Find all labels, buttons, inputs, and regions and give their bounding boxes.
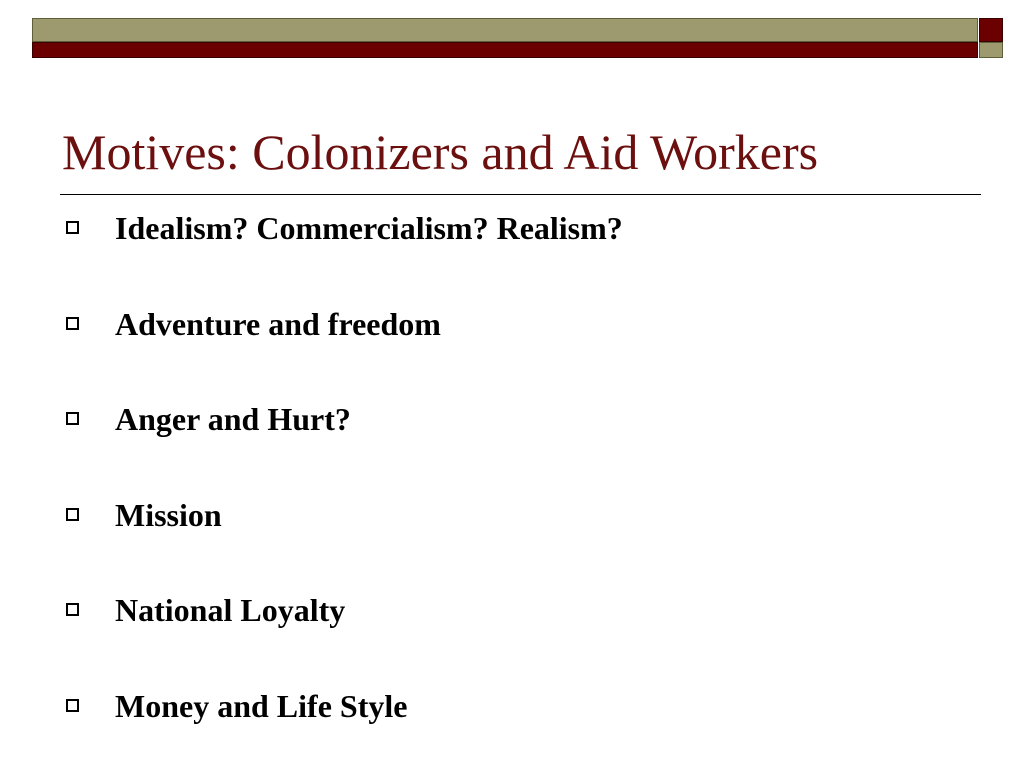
hollow-square-bullet-icon bbox=[66, 221, 79, 234]
bullet-text: Adventure and freedom bbox=[115, 305, 441, 342]
bullet-text: Money and Life Style bbox=[115, 687, 408, 724]
slide-title: Motives: Colonizers and Aid Workers bbox=[62, 124, 819, 180]
hollow-square-bullet-icon bbox=[66, 699, 79, 712]
bullet-text: National Loyalty bbox=[115, 592, 346, 628]
bullet-text: Mission bbox=[115, 496, 222, 533]
hollow-square-bullet-icon bbox=[66, 508, 79, 521]
hollow-square-bullet-icon bbox=[66, 412, 79, 425]
title-underline bbox=[60, 194, 981, 195]
hollow-square-bullet-icon bbox=[66, 603, 79, 616]
bullet-text: Idealism? Commercialism? Realism? bbox=[115, 210, 623, 246]
header-corner-maroon-square bbox=[979, 18, 1003, 42]
header-band-olive bbox=[32, 18, 978, 42]
header-band-maroon bbox=[32, 42, 978, 58]
header-corner-olive-square bbox=[979, 42, 1003, 58]
hollow-square-bullet-icon bbox=[66, 317, 79, 330]
bullet-text: Anger and Hurt? bbox=[115, 401, 351, 437]
